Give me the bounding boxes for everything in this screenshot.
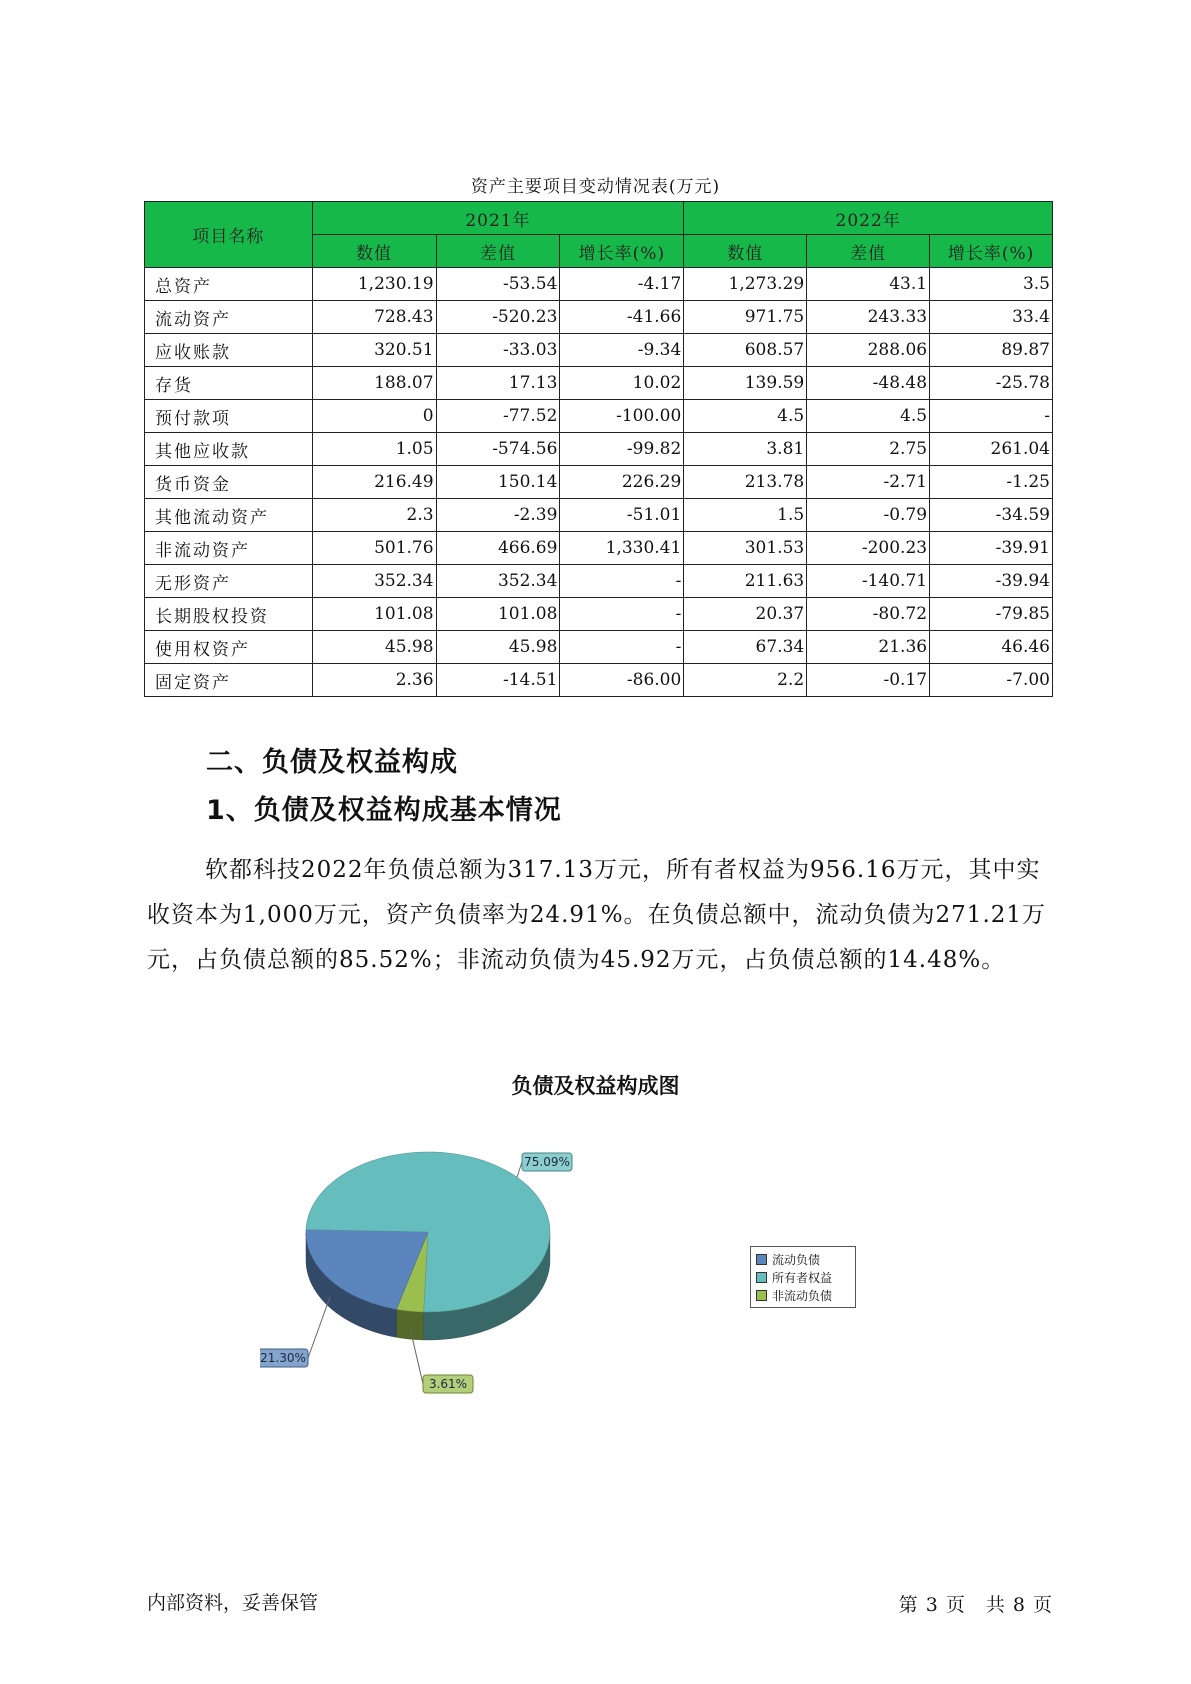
- row-cell: -39.91: [930, 532, 1053, 565]
- row-cell: -51.01: [560, 499, 684, 532]
- row-cell: 288.06: [807, 334, 930, 367]
- row-cell: 261.04: [930, 433, 1053, 466]
- row-cell: -39.94: [930, 565, 1053, 598]
- row-cell: -48.48: [807, 367, 930, 400]
- data-label-text: 21.30%: [260, 1351, 306, 1365]
- row-cell: -520.23: [436, 301, 560, 334]
- row-cell: -: [560, 598, 684, 631]
- header-year-2021: 2021年: [312, 202, 684, 235]
- row-cell: -77.52: [436, 400, 560, 433]
- row-cell: -140.71: [807, 565, 930, 598]
- row-cell: 1,230.19: [312, 268, 436, 301]
- row-cell: -2.71: [807, 466, 930, 499]
- header-diff-2022: 差值: [807, 235, 930, 268]
- row-cell: -99.82: [560, 433, 684, 466]
- section-heading: 二、负债及权益构成: [206, 747, 458, 778]
- row-item-name: 固定资产: [145, 664, 313, 697]
- row-cell: 4.5: [684, 400, 807, 433]
- row-cell: -200.23: [807, 532, 930, 565]
- row-cell: 216.49: [312, 466, 436, 499]
- row-cell: -1.25: [930, 466, 1053, 499]
- header-growth-2022: 增长率(%): [930, 235, 1053, 268]
- row-item-name: 总资产: [145, 268, 313, 301]
- row-cell: -: [560, 565, 684, 598]
- legend-item: [756, 1268, 850, 1286]
- row-item-name: 存货: [145, 367, 313, 400]
- subsection-heading: 1、负债及权益构成基本情况: [206, 795, 562, 826]
- row-cell: 33.4: [930, 301, 1053, 334]
- table-row: [145, 400, 1053, 433]
- row-cell: 1,273.29: [684, 268, 807, 301]
- row-cell: -: [930, 400, 1053, 433]
- row-cell: 243.33: [807, 301, 930, 334]
- row-cell: 45.98: [436, 631, 560, 664]
- table-row: [145, 499, 1053, 532]
- row-item-name: 无形资产: [145, 565, 313, 598]
- row-cell: 728.43: [312, 301, 436, 334]
- summary-paragraph: [147, 848, 1057, 983]
- table-row: [145, 334, 1053, 367]
- row-item-name: 长期股权投资: [145, 598, 313, 631]
- pie-slice-side: [396, 1309, 423, 1340]
- table-row: [145, 466, 1053, 499]
- row-cell: 43.1: [807, 268, 930, 301]
- data-label: [423, 1375, 473, 1393]
- legend-label: 流动负债: [772, 1252, 821, 1267]
- table-row: [145, 565, 1053, 598]
- row-item-name: 预付款项: [145, 400, 313, 433]
- row-cell: 213.78: [684, 466, 807, 499]
- row-cell: 1.5: [684, 499, 807, 532]
- row-cell: -4.17: [560, 268, 684, 301]
- row-cell: 4.5: [807, 400, 930, 433]
- row-cell: 2.2: [684, 664, 807, 697]
- data-label-text: 75.09%: [524, 1155, 570, 1169]
- row-cell: -41.66: [560, 301, 684, 334]
- legend-label: 所有者权益: [772, 1270, 833, 1285]
- pie-chart: [260, 1140, 600, 1400]
- legend-swatch: [756, 1290, 767, 1301]
- row-cell: -53.54: [436, 268, 560, 301]
- row-cell: 46.46: [930, 631, 1053, 664]
- legend-label: 非流动负债: [772, 1288, 833, 1303]
- table-row: [145, 598, 1053, 631]
- row-cell: -14.51: [436, 664, 560, 697]
- chart-legend: [750, 1246, 856, 1308]
- row-cell: -86.00: [560, 664, 684, 697]
- row-cell: 10.02: [560, 367, 684, 400]
- row-cell: 89.87: [930, 334, 1053, 367]
- row-cell: -7.00: [930, 664, 1053, 697]
- table-row: [145, 367, 1053, 400]
- row-cell: -33.03: [436, 334, 560, 367]
- footer-confidential: 内部资料，妥善保管: [147, 1592, 319, 1614]
- header-diff-2021: 差值: [436, 235, 560, 268]
- row-cell: 301.53: [684, 532, 807, 565]
- table-row: [145, 664, 1053, 697]
- row-cell: 211.63: [684, 565, 807, 598]
- row-cell: 17.13: [436, 367, 560, 400]
- row-item-name: 其他应收款: [145, 433, 313, 466]
- row-cell: 188.07: [312, 367, 436, 400]
- row-cell: 2.36: [312, 664, 436, 697]
- row-cell: -79.85: [930, 598, 1053, 631]
- legend-swatch: [756, 1272, 767, 1283]
- header-year-2022: 2022年: [684, 202, 1053, 235]
- table-body: [145, 268, 1053, 697]
- row-cell: 2.3: [312, 499, 436, 532]
- row-item-name: 使用权资产: [145, 631, 313, 664]
- header-value-2022: 数值: [684, 235, 807, 268]
- table-row: [145, 532, 1053, 565]
- row-cell: -574.56: [436, 433, 560, 466]
- row-cell: -9.34: [560, 334, 684, 367]
- row-cell: -2.39: [436, 499, 560, 532]
- row-cell: 2.75: [807, 433, 930, 466]
- row-cell: 501.76: [312, 532, 436, 565]
- row-cell: 67.34: [684, 631, 807, 664]
- row-cell: -34.59: [930, 499, 1053, 532]
- header-item-name: 项目名称: [145, 202, 313, 268]
- row-cell: -100.00: [560, 400, 684, 433]
- asset-change-table: [144, 201, 1053, 697]
- row-cell: 352.34: [312, 565, 436, 598]
- row-item-name: 流动资产: [145, 301, 313, 334]
- row-cell: 20.37: [684, 598, 807, 631]
- row-cell: 150.14: [436, 466, 560, 499]
- row-cell: 101.08: [436, 598, 560, 631]
- row-cell: -0.79: [807, 499, 930, 532]
- row-item-name: 货币资金: [145, 466, 313, 499]
- footer-page-number: 第 3 页 共 8 页: [898, 1594, 1053, 1616]
- row-cell: -0.17: [807, 664, 930, 697]
- header-growth-2021: 增长率(%): [560, 235, 684, 268]
- row-cell: -25.78: [930, 367, 1053, 400]
- label-leader-line: [517, 1162, 522, 1177]
- summary-text: 软都科技2022年负债总额为317.13万元，所有者权益为956.16万元，其中实收资本为1,000万元，资产负债率为24.91%。在负债总额中，流动负债为271.21万元，占负债总额的85.52%；非流动负债为45.92万元，占负债总额的14.48%。: [147, 857, 1047, 973]
- row-cell: 0: [312, 400, 436, 433]
- row-cell: -: [560, 631, 684, 664]
- row-cell: 1.05: [312, 433, 436, 466]
- data-label: [522, 1153, 572, 1171]
- row-cell: 971.75: [684, 301, 807, 334]
- chart-title: 负债及权益构成图: [511, 1074, 680, 1098]
- table-row: [145, 301, 1053, 334]
- table-row: [145, 631, 1053, 664]
- row-cell: 3.5: [930, 268, 1053, 301]
- row-cell: 45.98: [312, 631, 436, 664]
- row-cell: 226.29: [560, 466, 684, 499]
- row-item-name: 应收账款: [145, 334, 313, 367]
- row-cell: 101.08: [312, 598, 436, 631]
- row-item-name: 非流动资产: [145, 532, 313, 565]
- legend-item: [756, 1250, 850, 1268]
- data-label: [260, 1349, 308, 1367]
- table-caption: 资产主要项目变动情况表(万元): [470, 177, 721, 197]
- row-cell: -80.72: [807, 598, 930, 631]
- row-cell: 352.34: [436, 565, 560, 598]
- row-cell: 3.81: [684, 433, 807, 466]
- legend-swatch: [756, 1254, 767, 1265]
- table-row: [145, 268, 1053, 301]
- row-item-name: 其他流动资产: [145, 499, 313, 532]
- row-cell: 21.36: [807, 631, 930, 664]
- header-value-2021: 数值: [312, 235, 436, 268]
- table-row: [145, 433, 1053, 466]
- row-cell: 1,330.41: [560, 532, 684, 565]
- row-cell: 320.51: [312, 334, 436, 367]
- row-cell: 608.57: [684, 334, 807, 367]
- label-leader-line: [308, 1297, 330, 1358]
- row-cell: 139.59: [684, 367, 807, 400]
- legend-item: [756, 1286, 850, 1304]
- row-cell: 466.69: [436, 532, 560, 565]
- data-label-text: 3.61%: [428, 1377, 468, 1391]
